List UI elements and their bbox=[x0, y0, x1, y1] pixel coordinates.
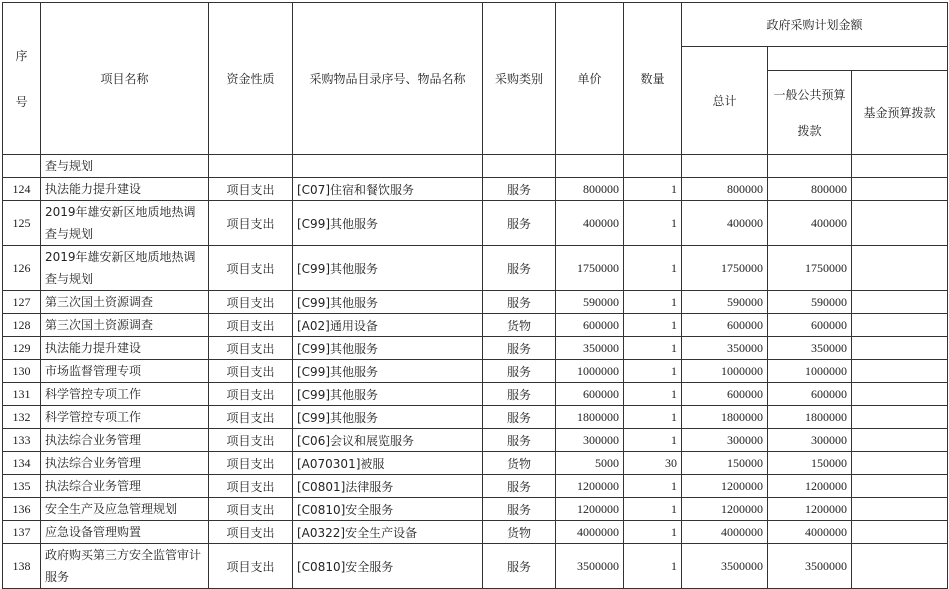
cell-project: 查与规划 bbox=[41, 155, 209, 178]
cell-general-budget: 600000 bbox=[768, 383, 852, 406]
cell-catalog: [C0810]安全服务 bbox=[293, 498, 483, 521]
cell-category bbox=[483, 155, 556, 178]
cell-quantity bbox=[624, 155, 682, 178]
cell-fund-nature: 项目支出 bbox=[209, 521, 293, 544]
cell-quantity: 1 bbox=[624, 498, 682, 521]
cell-no: 124 bbox=[3, 178, 41, 201]
cell-total: 400000 bbox=[682, 201, 768, 246]
cell-fund-nature: 项目支出 bbox=[209, 406, 293, 429]
cell-unit-price: 400000 bbox=[556, 201, 624, 246]
cell-category: 货物 bbox=[483, 521, 556, 544]
cell-fund-nature: 项目支出 bbox=[209, 544, 293, 589]
cell-general-budget: 4000000 bbox=[768, 521, 852, 544]
table-row bbox=[3, 383, 948, 406]
header-plan-amount: 政府采购计划金额 bbox=[682, 3, 948, 47]
cell-no: 129 bbox=[3, 337, 41, 360]
cell-category: 服务 bbox=[483, 475, 556, 498]
cell-catalog: [A0322]安全生产设备 bbox=[293, 521, 483, 544]
cell-fund-budget bbox=[852, 521, 948, 544]
cell-catalog: [A02]通用设备 bbox=[293, 314, 483, 337]
cell-fund-nature: 项目支出 bbox=[209, 452, 293, 475]
cell-total: 1800000 bbox=[682, 406, 768, 429]
header-general-budget-text: 一般公共预算拨款 bbox=[773, 87, 846, 138]
cell-fund-nature: 项目支出 bbox=[209, 291, 293, 314]
cell-project: 执法能力提升建设 bbox=[41, 178, 209, 201]
header-project: 项目名称 bbox=[41, 3, 209, 155]
cell-unit-price: 350000 bbox=[556, 337, 624, 360]
cell-project: 科学管控专项工作 bbox=[41, 406, 209, 429]
cell-no bbox=[3, 155, 41, 178]
cell-general-budget: 1200000 bbox=[768, 498, 852, 521]
cell-project: 2019年雄安新区地质地热调查与规划 bbox=[41, 201, 209, 246]
cell-fund-budget bbox=[852, 475, 948, 498]
table-row bbox=[3, 314, 948, 337]
cell-project: 第三次国土资源调查 bbox=[41, 291, 209, 314]
table-row bbox=[3, 521, 948, 544]
cell-project: 执法综合业务管理 bbox=[41, 429, 209, 452]
cell-quantity: 1 bbox=[624, 246, 682, 291]
cell-no: 131 bbox=[3, 383, 41, 406]
cell-catalog: [C0801]法律服务 bbox=[293, 475, 483, 498]
cell-total: 3500000 bbox=[682, 544, 768, 589]
cell-no: 126 bbox=[3, 246, 41, 291]
cell-project: 第三次国土资源调查 bbox=[41, 314, 209, 337]
cell-unit-price: 1750000 bbox=[556, 246, 624, 291]
cell-general-budget: 300000 bbox=[768, 429, 852, 452]
header-general-budget bbox=[768, 71, 852, 155]
cell-project: 应急设备管理购置 bbox=[41, 521, 209, 544]
cell-unit-price: 600000 bbox=[556, 383, 624, 406]
cell-category: 服务 bbox=[483, 360, 556, 383]
cell-no: 135 bbox=[3, 475, 41, 498]
table-row bbox=[3, 337, 948, 360]
cell-catalog: [C99]其他服务 bbox=[293, 383, 483, 406]
cell-general-budget bbox=[768, 155, 852, 178]
cell-no: 127 bbox=[3, 291, 41, 314]
cell-general-budget: 3500000 bbox=[768, 544, 852, 589]
cell-total: 800000 bbox=[682, 178, 768, 201]
cell-project: 执法能力提升建设 bbox=[41, 337, 209, 360]
cell-fund-budget bbox=[852, 498, 948, 521]
cell-total: 350000 bbox=[682, 337, 768, 360]
cell-fund-nature: 项目支出 bbox=[209, 360, 293, 383]
cell-catalog: [C99]其他服务 bbox=[293, 406, 483, 429]
table-row bbox=[3, 452, 948, 475]
cell-category: 服务 bbox=[483, 201, 556, 246]
cell-total: 4000000 bbox=[682, 521, 768, 544]
cell-fund-nature: 项目支出 bbox=[209, 178, 293, 201]
cell-quantity: 1 bbox=[624, 201, 682, 246]
cell-fund-nature: 项目支出 bbox=[209, 314, 293, 337]
cell-total bbox=[682, 155, 768, 178]
cell-unit-price: 590000 bbox=[556, 291, 624, 314]
cell-fund-nature: 项目支出 bbox=[209, 383, 293, 406]
cell-quantity: 1 bbox=[624, 337, 682, 360]
cell-category: 服务 bbox=[483, 178, 556, 201]
cell-quantity: 1 bbox=[624, 360, 682, 383]
cell-fund-budget bbox=[852, 201, 948, 246]
cell-no: 138 bbox=[3, 544, 41, 589]
table-row bbox=[3, 246, 948, 291]
cell-quantity: 1 bbox=[624, 544, 682, 589]
cell-no: 132 bbox=[3, 406, 41, 429]
cell-category: 服务 bbox=[483, 291, 556, 314]
cell-fund-nature: 项目支出 bbox=[209, 498, 293, 521]
cell-general-budget: 590000 bbox=[768, 291, 852, 314]
cell-general-budget: 1000000 bbox=[768, 360, 852, 383]
cell-no: 134 bbox=[3, 452, 41, 475]
cell-total: 600000 bbox=[682, 383, 768, 406]
cell-general-budget: 1200000 bbox=[768, 475, 852, 498]
cell-fund-budget bbox=[852, 360, 948, 383]
header-quantity: 数量 bbox=[624, 3, 682, 155]
cell-unit-price: 1200000 bbox=[556, 475, 624, 498]
cell-fund-budget bbox=[852, 452, 948, 475]
table-row bbox=[3, 360, 948, 383]
cell-quantity: 1 bbox=[624, 521, 682, 544]
cell-fund-nature bbox=[209, 155, 293, 178]
header-total: 总计 bbox=[682, 47, 768, 155]
cell-unit-price: 4000000 bbox=[556, 521, 624, 544]
cell-general-budget: 800000 bbox=[768, 178, 852, 201]
header-no-text: 序号 bbox=[15, 48, 28, 109]
cell-category: 服务 bbox=[483, 406, 556, 429]
cell-quantity: 1 bbox=[624, 178, 682, 201]
cell-fund-nature: 项目支出 bbox=[209, 475, 293, 498]
cell-catalog: [A070301]被服 bbox=[293, 452, 483, 475]
cell-catalog: [C99]其他服务 bbox=[293, 360, 483, 383]
cell-fund-budget bbox=[852, 544, 948, 589]
cell-unit-price: 1000000 bbox=[556, 360, 624, 383]
cell-quantity: 1 bbox=[624, 406, 682, 429]
cell-quantity: 1 bbox=[624, 314, 682, 337]
cell-category: 服务 bbox=[483, 429, 556, 452]
cell-catalog: [C99]其他服务 bbox=[293, 291, 483, 314]
table-row bbox=[3, 498, 948, 521]
cell-quantity: 1 bbox=[624, 291, 682, 314]
cell-fund-nature: 项目支出 bbox=[209, 337, 293, 360]
table-body bbox=[3, 155, 948, 589]
cell-fund-nature: 项目支出 bbox=[209, 429, 293, 452]
header-fund-budget: 基金预算拨款 bbox=[852, 71, 948, 155]
cell-category: 服务 bbox=[483, 498, 556, 521]
cell-category: 服务 bbox=[483, 544, 556, 589]
cell-project: 科学管控专项工作 bbox=[41, 383, 209, 406]
header-fund-nature: 资金性质 bbox=[209, 3, 293, 155]
cell-unit-price: 800000 bbox=[556, 178, 624, 201]
cell-project: 执法综合业务管理 bbox=[41, 452, 209, 475]
table-row bbox=[3, 406, 948, 429]
cell-general-budget: 600000 bbox=[768, 314, 852, 337]
cell-unit-price bbox=[556, 155, 624, 178]
cell-general-budget: 1800000 bbox=[768, 406, 852, 429]
cell-quantity: 1 bbox=[624, 429, 682, 452]
cell-category: 服务 bbox=[483, 246, 556, 291]
cell-fund-budget bbox=[852, 429, 948, 452]
table-row bbox=[3, 178, 948, 201]
cell-general-budget: 150000 bbox=[768, 452, 852, 475]
cell-no: 128 bbox=[3, 314, 41, 337]
cell-project: 安全生产及应急管理规划 bbox=[41, 498, 209, 521]
cell-unit-price: 3500000 bbox=[556, 544, 624, 589]
header-spacer-b bbox=[852, 47, 948, 71]
cell-project: 执法综合业务管理 bbox=[41, 475, 209, 498]
header-unit-price: 单价 bbox=[556, 3, 624, 155]
cell-catalog: [C06]会议和展览服务 bbox=[293, 429, 483, 452]
cell-category: 服务 bbox=[483, 337, 556, 360]
cell-general-budget: 350000 bbox=[768, 337, 852, 360]
cell-catalog: [C99]其他服务 bbox=[293, 246, 483, 291]
cell-total: 1200000 bbox=[682, 475, 768, 498]
cell-no: 137 bbox=[3, 521, 41, 544]
cell-total: 590000 bbox=[682, 291, 768, 314]
cell-total: 1200000 bbox=[682, 498, 768, 521]
cell-fund-budget bbox=[852, 314, 948, 337]
cell-catalog bbox=[293, 155, 483, 178]
header-spacer-a bbox=[768, 47, 852, 71]
cell-quantity: 1 bbox=[624, 383, 682, 406]
cell-no: 133 bbox=[3, 429, 41, 452]
cell-fund-budget bbox=[852, 291, 948, 314]
table-row bbox=[3, 475, 948, 498]
table-row bbox=[3, 201, 948, 246]
cell-no: 130 bbox=[3, 360, 41, 383]
cell-total: 1750000 bbox=[682, 246, 768, 291]
cell-project: 2019年雄安新区地质地热调查与规划 bbox=[41, 246, 209, 291]
cell-unit-price: 300000 bbox=[556, 429, 624, 452]
header-catalog: 采购物品目录序号、物品名称 bbox=[293, 3, 483, 155]
table-row bbox=[3, 544, 948, 589]
table-row bbox=[3, 291, 948, 314]
header-category: 采购类别 bbox=[483, 3, 556, 155]
cell-general-budget: 400000 bbox=[768, 201, 852, 246]
cell-catalog: [C0810]安全服务 bbox=[293, 544, 483, 589]
cell-unit-price: 600000 bbox=[556, 314, 624, 337]
cell-catalog: [C99]其他服务 bbox=[293, 337, 483, 360]
cell-fund-budget bbox=[852, 246, 948, 291]
cell-fund-budget bbox=[852, 406, 948, 429]
cell-total: 1000000 bbox=[682, 360, 768, 383]
cell-quantity: 1 bbox=[624, 475, 682, 498]
cell-fund-budget bbox=[852, 337, 948, 360]
cell-total: 600000 bbox=[682, 314, 768, 337]
cell-category: 货物 bbox=[483, 314, 556, 337]
cell-unit-price: 1200000 bbox=[556, 498, 624, 521]
cell-no: 136 bbox=[3, 498, 41, 521]
cell-fund-budget bbox=[852, 155, 948, 178]
table-row bbox=[3, 429, 948, 452]
cell-unit-price: 1800000 bbox=[556, 406, 624, 429]
cell-category: 服务 bbox=[483, 383, 556, 406]
cell-fund-budget bbox=[852, 178, 948, 201]
cell-catalog: [C99]其他服务 bbox=[293, 201, 483, 246]
cell-fund-budget bbox=[852, 383, 948, 406]
cell-unit-price: 5000 bbox=[556, 452, 624, 475]
cell-quantity: 30 bbox=[624, 452, 682, 475]
cell-fund-nature: 项目支出 bbox=[209, 246, 293, 291]
cell-category: 货物 bbox=[483, 452, 556, 475]
table-row bbox=[3, 155, 948, 178]
cell-project: 政府购买第三方安全监管审计服务 bbox=[41, 544, 209, 589]
cell-fund-nature: 项目支出 bbox=[209, 201, 293, 246]
procurement-plan-table bbox=[2, 2, 948, 589]
cell-catalog: [C07]住宿和餐饮服务 bbox=[293, 178, 483, 201]
cell-project: 市场监督管理专项 bbox=[41, 360, 209, 383]
header-no bbox=[3, 3, 41, 155]
cell-general-budget: 1750000 bbox=[768, 246, 852, 291]
cell-total: 300000 bbox=[682, 429, 768, 452]
cell-total: 150000 bbox=[682, 452, 768, 475]
cell-no: 125 bbox=[3, 201, 41, 246]
